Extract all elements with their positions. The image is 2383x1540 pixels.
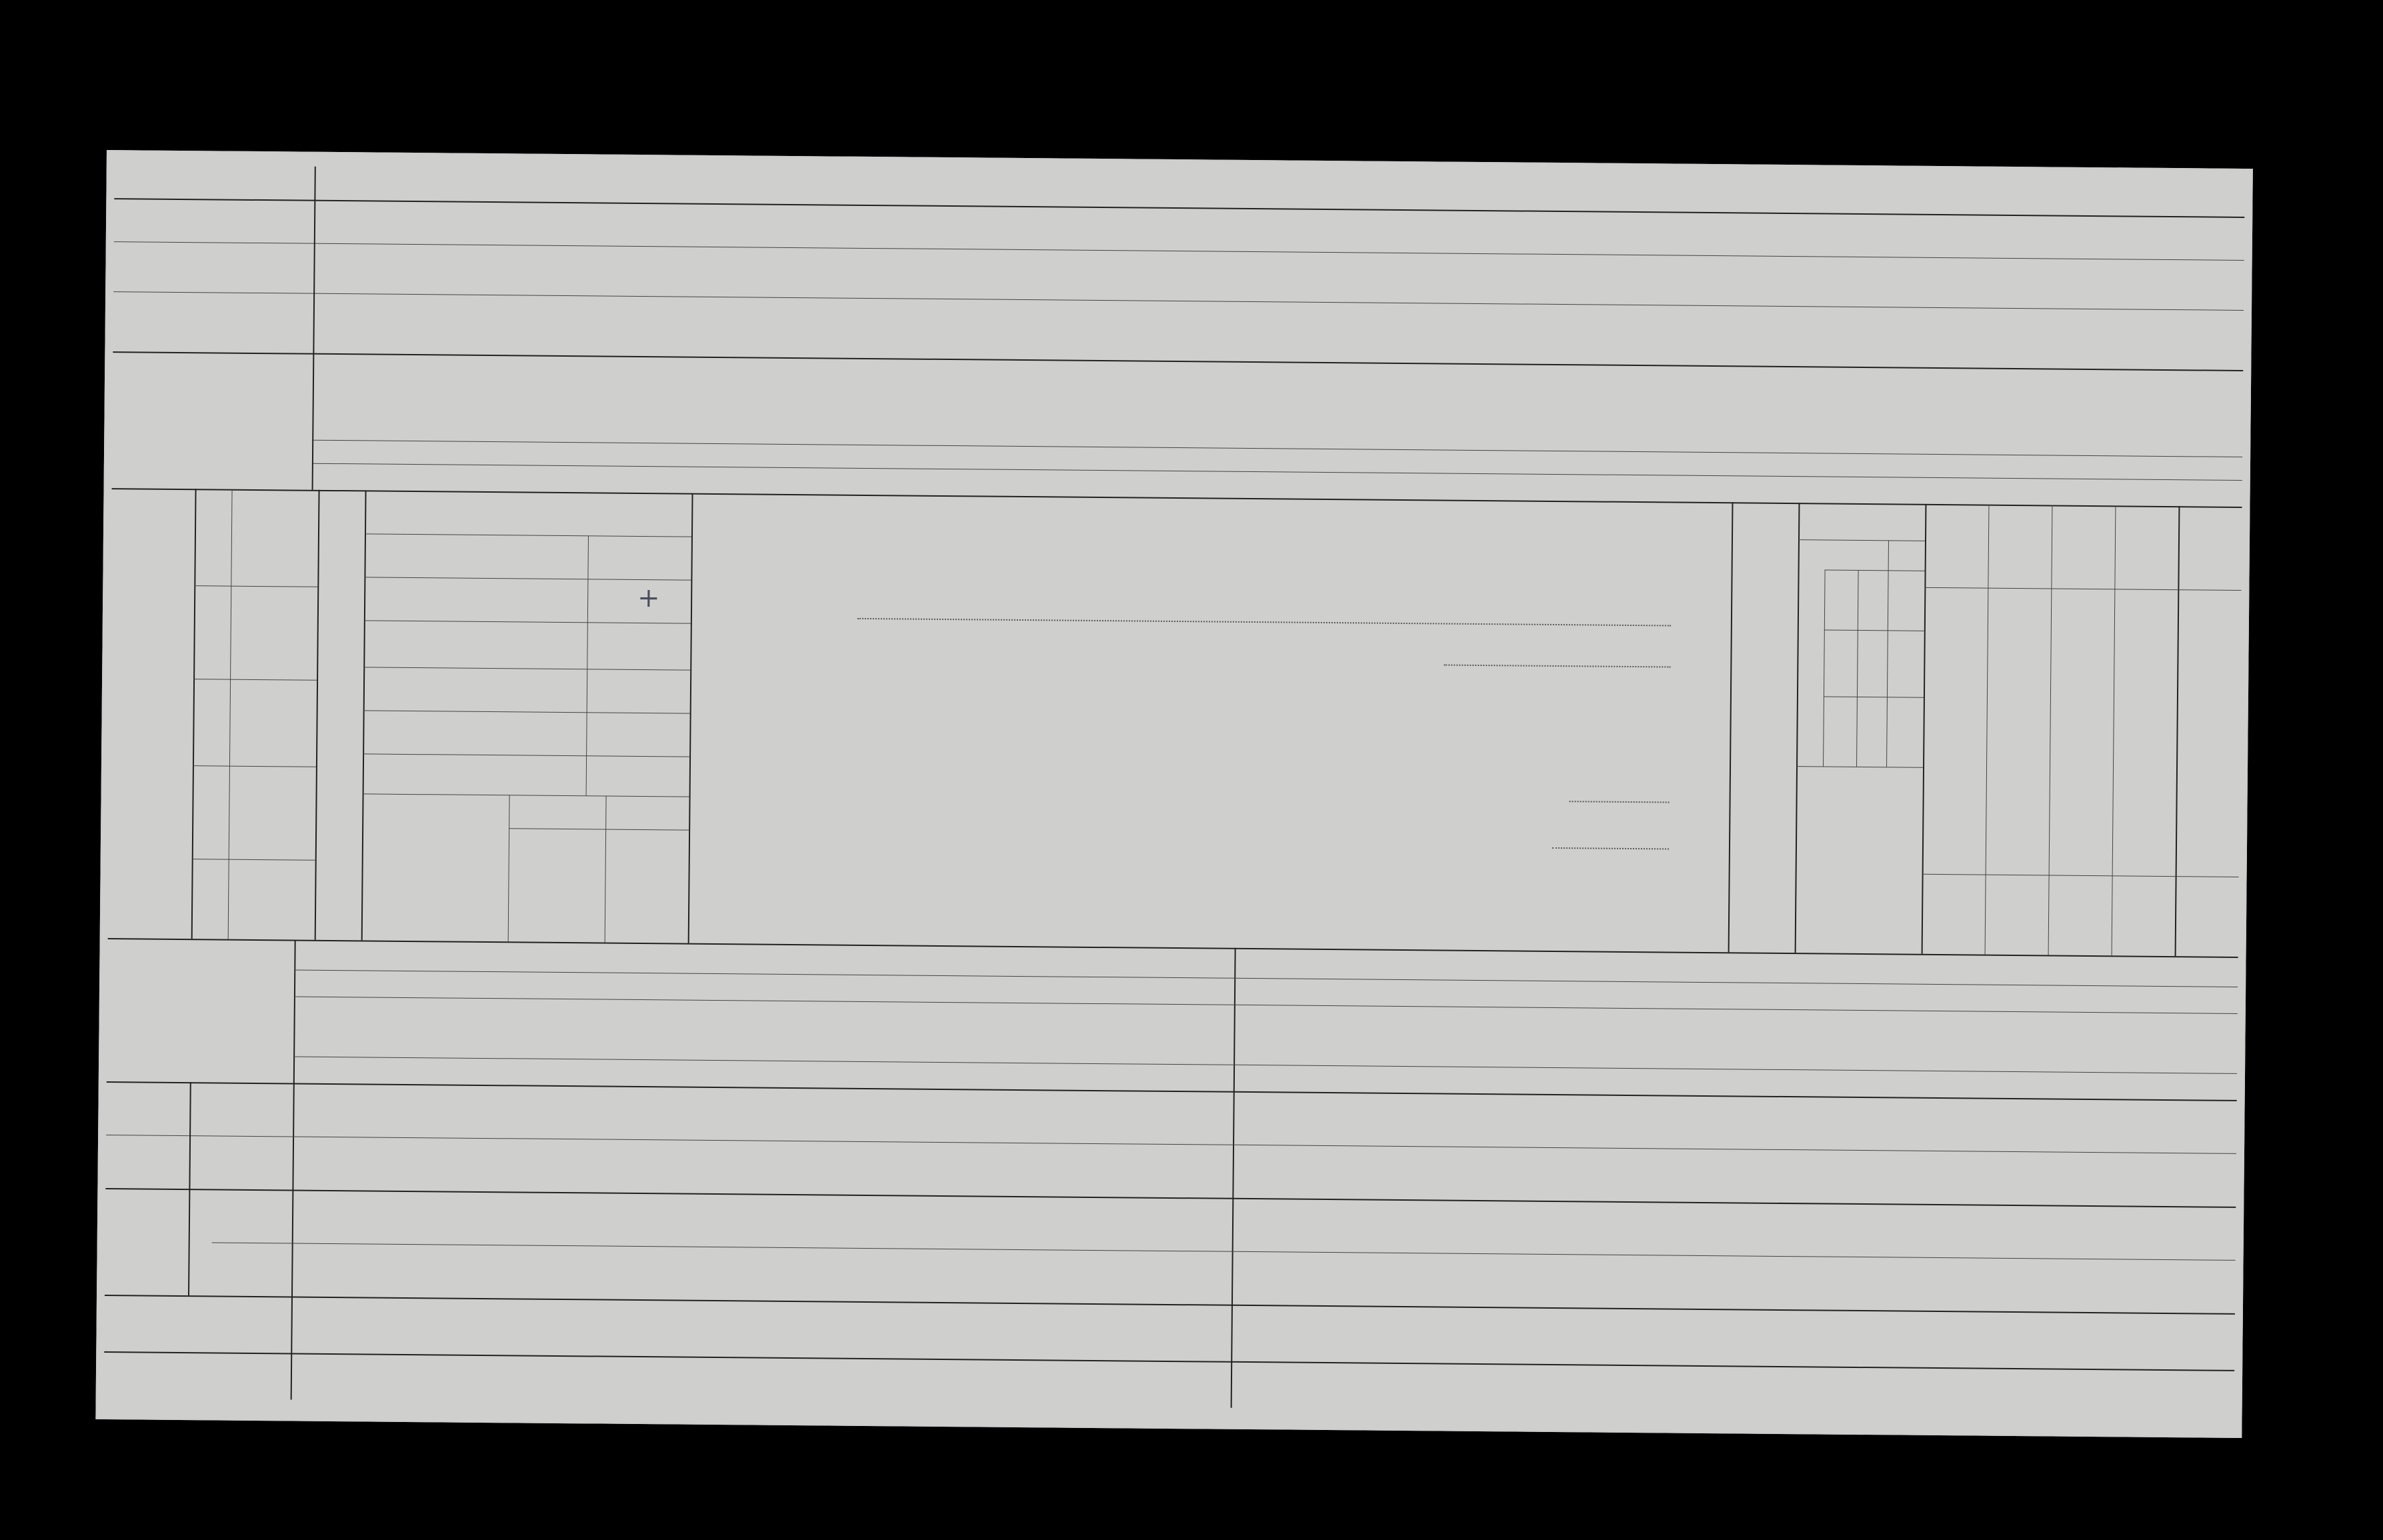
- trade-qty-header: [591, 545, 688, 546]
- row-label-svoikh: [120, 311, 313, 313]
- korney-header: [607, 804, 687, 805]
- trade-name-header: [368, 547, 581, 549]
- population-label: [1748, 539, 1785, 926]
- vne-nadel-label: [131, 1198, 182, 1285]
- row-label-arend: [121, 246, 314, 248]
- row-itogo-arendovano: [111, 1305, 285, 1306]
- row-label-arend-2: [120, 266, 313, 268]
- row-label-vsego: [121, 201, 314, 203]
- census-card: [95, 150, 2252, 1438]
- row-label-zemlyakh: [119, 415, 313, 417]
- hired-label: [323, 533, 355, 913]
- hw-trade-mark: +: [637, 582, 660, 614]
- pop-women-rabochego: [1864, 575, 1885, 628]
- private-estates-heading: [691, 513, 1732, 523]
- pop-men-rabochego: [1863, 703, 1884, 763]
- row-chuzhikh-obshchestvakh: [196, 1145, 289, 1146]
- nadel-label: [133, 1091, 173, 1179]
- trade-title: [369, 493, 689, 496]
- row-svoem-obshchestve: [197, 1092, 290, 1093]
- crop-banner: [319, 441, 2026, 456]
- row-uchrezhdeniy: [195, 1252, 289, 1253]
